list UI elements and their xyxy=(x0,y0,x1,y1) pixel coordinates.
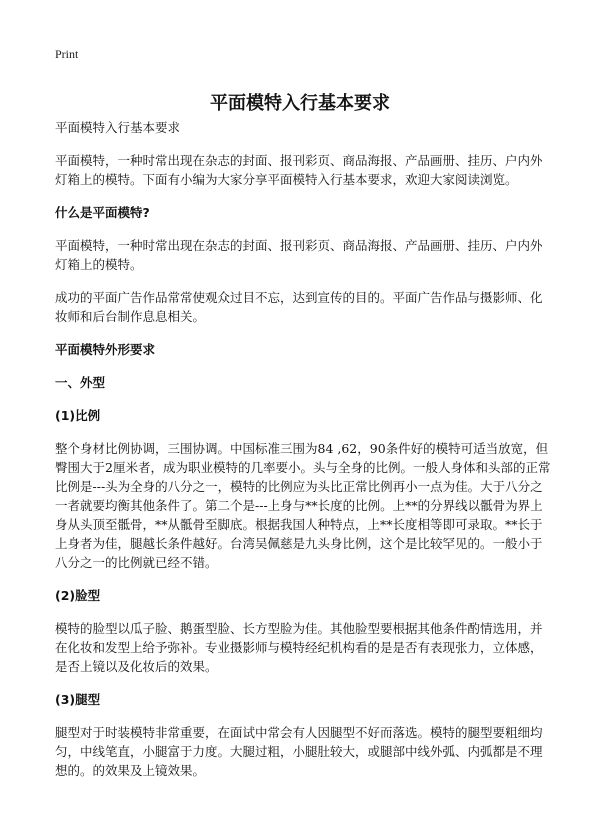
article-subtitle: 平面模特入行基本要求 xyxy=(55,120,181,135)
legs-paragraph: 腿型对于时装模特非常重要，在面试中常会有人因腿型不好而落选。模特的腿型要粗细均匀，中线笔直，小腿富于力度。大腿过粗，小腿肚较大，或腿部中线外弧、内弧都是不理想的。的效果及上镜效果。 xyxy=(55,725,543,778)
section-heading-requirements: 平面模特外形要求 xyxy=(55,342,156,357)
section-heading-appearance: 一、外型 xyxy=(55,375,106,390)
section-heading-face: (2)脸型 xyxy=(55,588,101,603)
article-body xyxy=(55,118,553,794)
section-heading-what: 什么是平面模特? xyxy=(55,205,150,220)
what-paragraph-1: 平面模特，一种时常出现在杂志的封面、报刊彩页、商品海报、产品画册、挂历、户内外灯箱上的模特。 xyxy=(55,238,543,272)
intro-paragraph: 平面模特，一种时常出现在杂志的封面、报刊彩页、商品海报、产品画册、挂历、户内外灯箱上的模特。下面有小编为大家分享平面模特入行基本要求，欢迎大家阅读浏览。 xyxy=(55,153,543,187)
proportion-paragraph: 整个身材比例协调，三围协调。中国标准三围为84 ,62，90条件好的模特可适当放宽，但臀围大于2厘米者，成为职业模特的几率要小。头与全身的比例。一般人身体和头部的正常比例是---头为全身的八分之一，模特的比例应为头比正常比例再小一点为佳。大于八分之一者就要均衡其他条件了。第二个是---上身与**长度的比例。上**的分界线以骶骨为界上身从头顶至骶骨，**从骶骨至脚底。根据我国人种特点，上**长度相等即可录取。**长于上身者为佳，腿越长条件越好。台湾吴佩慈是九头身比例，这个是比较罕见的。一般小于八分之一的比例就已经不错。 xyxy=(55,441,551,570)
section-heading-proportion: (1)比例 xyxy=(55,408,101,423)
face-paragraph: 模特的脸型以瓜子脸、鹅蛋型脸、长方型脸为佳。其他脸型要根据其他条件酌情选用，并在化妆和发型上给予弥补。专业摄影师与模特经纪机构看的是是否有表现张力，立体感，是否上镜以及化妆后的效果。 xyxy=(55,621,543,674)
page-title: 平面模特入行基本要求 xyxy=(210,93,390,115)
section-heading-legs: (3)腿型 xyxy=(55,692,101,707)
print-link[interactable]: Print xyxy=(55,47,79,61)
what-paragraph-2: 成功的平面广告作品常常使观众过目不忘，达到宣传的目的。平面广告作品与摄影师、化妆师和后台制作息息相关。 xyxy=(55,290,543,324)
